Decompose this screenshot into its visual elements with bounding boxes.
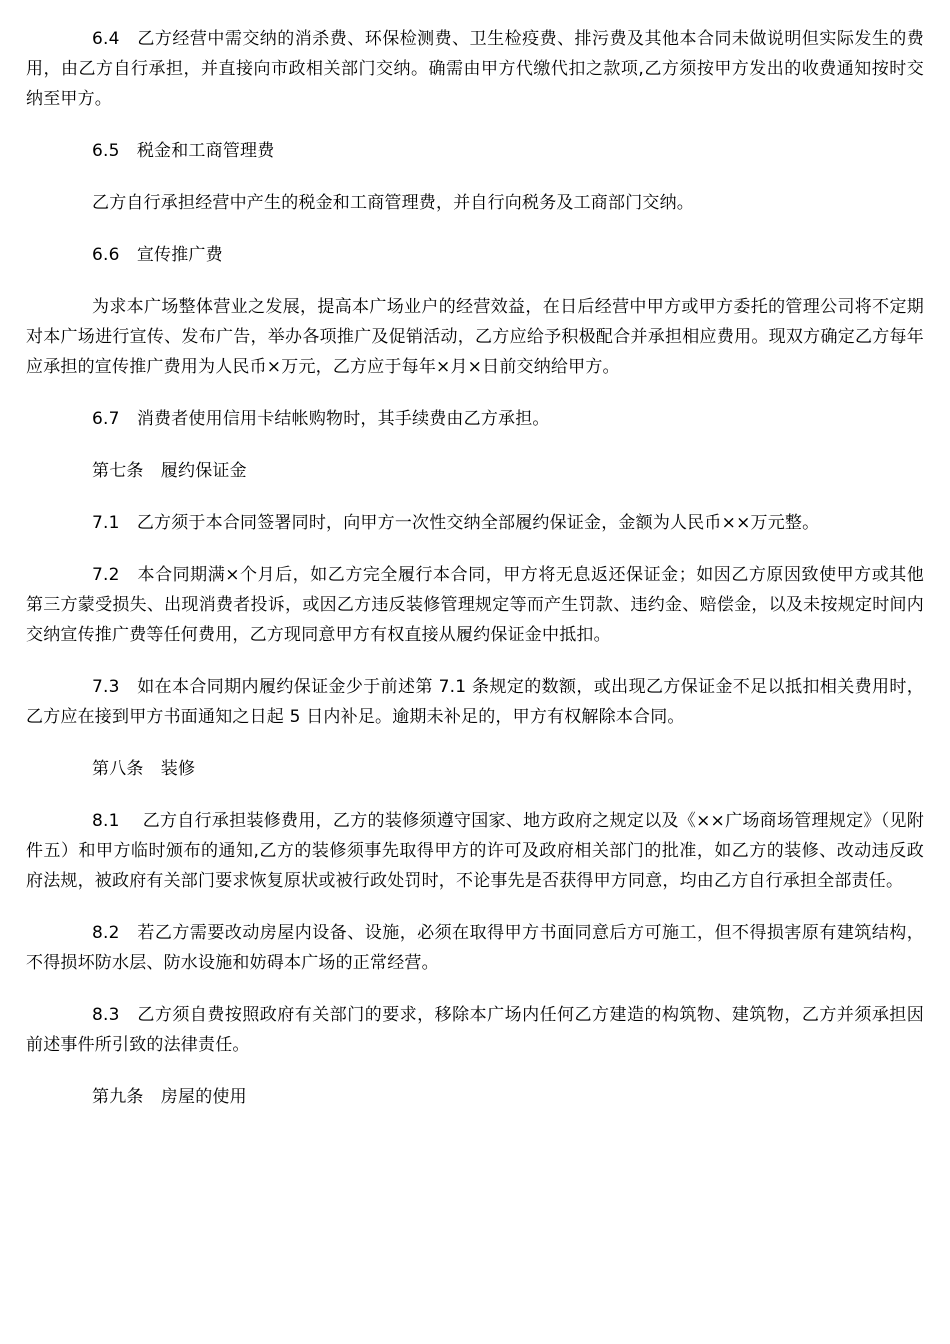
clause-7-3: 7.3 如在本合同期内履约保证金少于前述第 7.1 条规定的数额，或出现乙方保证金不足以抵扣相关费用时，乙方应在接到甲方书面通知之日起 5 日内补足。逾期未补足的，甲方有权解除本合同。 (26, 677, 924, 727)
article-8-heading: 第八条 装修 (92, 759, 196, 779)
document-page (26, 24, 924, 1134)
article-7-heading: 第七条 履约保证金 (92, 461, 247, 481)
clause-6-6-heading: 6.6 宣传推广费 (92, 245, 223, 265)
clause-8-3: 8.3 乙方须自费按照政府有关部门的要求，移除本广场内任何乙方建造的构筑物、建筑物，乙方并须承担因前述事件所引致的法律责任。 (26, 1005, 924, 1055)
clause-7-1: 7.1 乙方须于本合同签署同时，向甲方一次性交纳全部履约保证金，金额为人民币××万元整。 (92, 513, 820, 533)
clause-8-1: 8.1 乙方自行承担装修费用，乙方的装修须遵守国家、地方政府之规定以及《××广场商场管理规定》（见附件五）和甲方临时颁布的通知,乙方的装修须事先取得甲方的许可及政府相关部门的批准，如乙方的装修、改动违反政府法规，被政府有关部门要求恢复原状或被行政处罚时，不论事先是否获得甲方同意，均由乙方自行承担全部责任。 (26, 811, 924, 891)
clause-7-2: 7.2 本合同期满×个月后，如乙方完全履行本合同，甲方将无息返还保证金；如因乙方原因致使甲方或其他第三方蒙受损失、出现消费者投诉，或因乙方违反装修管理规定等而产生罚款、违约金、赔偿金，以及未按规定时间内交纳宣传推广费等任何费用，乙方现同意甲方有权直接从履约保证金中抵扣。 (26, 565, 924, 645)
clause-6-7: 6.7 消费者使用信用卡结帐购物时，其手续费由乙方承担。 (92, 409, 550, 429)
clause-6-4: 6.4 乙方经营中需交纳的消杀费、环保检测费、卫生检疫费、排污费及其他本合同未做说明但实际发生的费用，由乙方自行承担，并直接向市政相关部门交纳。确需由甲方代缴代扣之款项,乙方须按甲方发出的收费通知按时交纳至甲方。 (26, 29, 924, 109)
clause-6-6-body: 为求本广场整体营业之发展，提高本广场业户的经营效益，在日后经营中甲方或甲方委托的管理公司将不定期对本广场进行宣传、发布广告，举办各项推广及促销活动，乙方应给予积极配合并承担相应费用。现双方确定乙方每年应承担的宣传推广费用为人民币×万元，乙方应于每年×月×日前交纳给甲方。 (26, 297, 924, 377)
clause-8-2: 8.2 若乙方需要改动房屋内设备、设施，必须在取得甲方书面同意后方可施工，但不得损害原有建筑结构，不得损坏防水层、防水设施和妨碍本广场的正常经营。 (26, 923, 924, 973)
clause-6-5-heading: 6.5 税金和工商管理费 (92, 141, 275, 161)
article-9-heading: 第九条 房屋的使用 (92, 1087, 247, 1107)
clause-6-5-body: 乙方自行承担经营中产生的税金和工商管理费，并自行向税务及工商部门交纳。 (92, 193, 694, 213)
